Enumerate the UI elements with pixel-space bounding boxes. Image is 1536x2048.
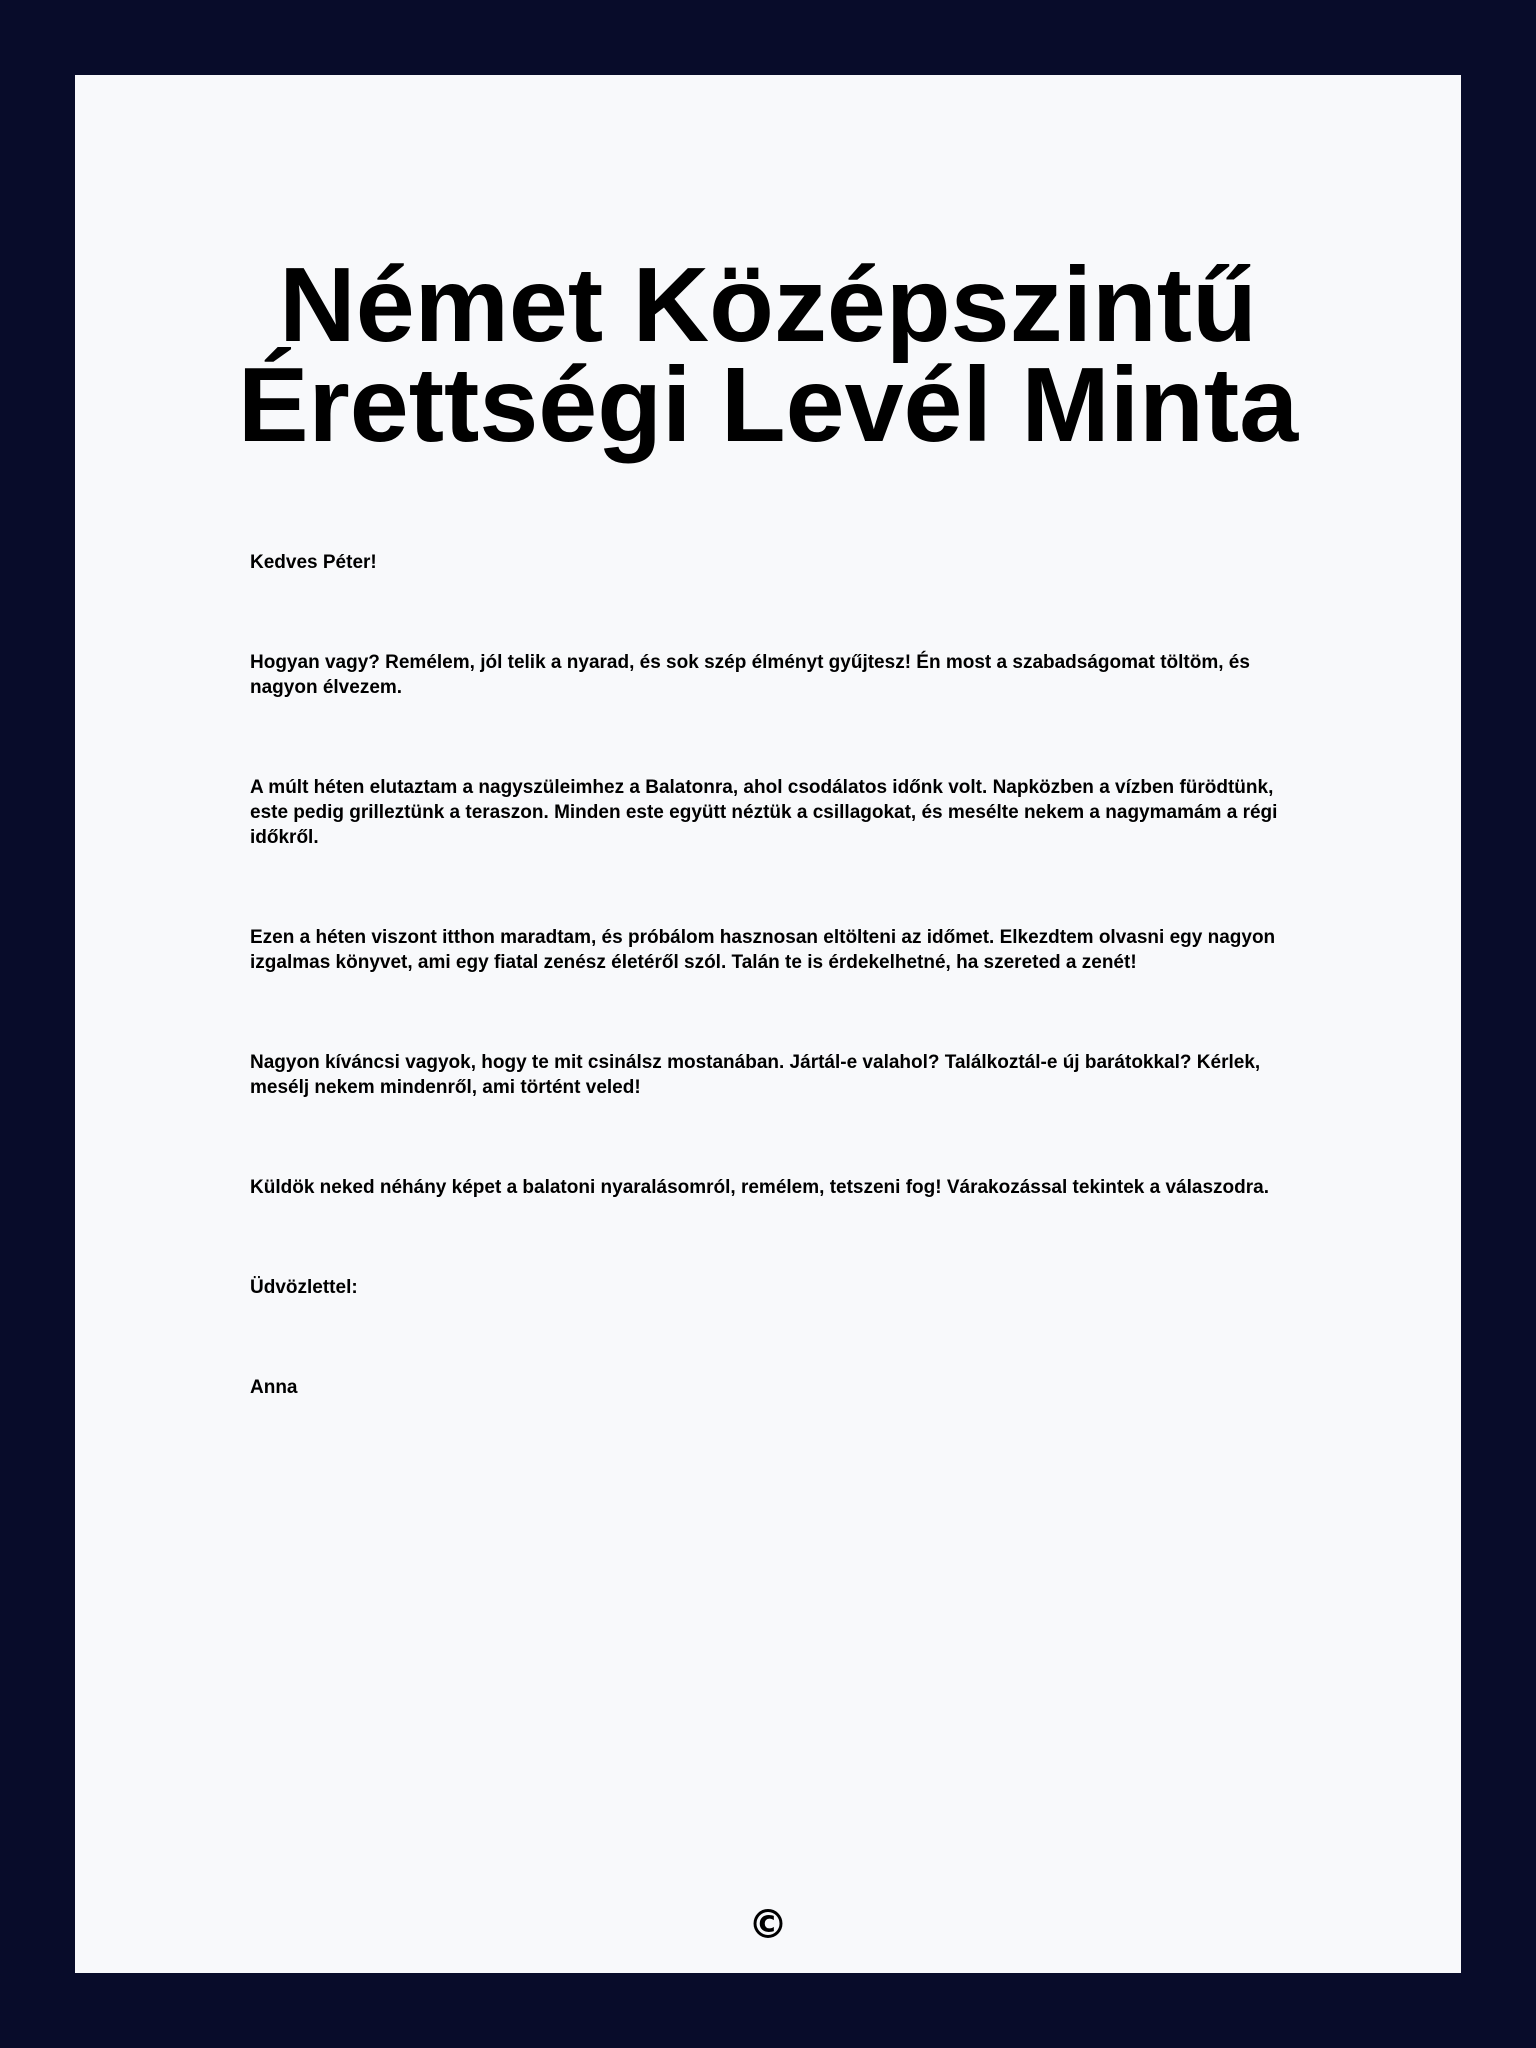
letter-paragraph: A múlt héten elutaztam a nagyszüleimhez a Balatonra, ahol csodálatos időnk volt. Napközben a vízben fürödtünk, este pedig grilleztünk a teraszon. Minden este együtt néztük a csillagokat, és mesélte nekem a nagymamám a régi időkről. <box>250 777 1278 848</box>
letter-paragraph: Küldök neked néhány képet a balatoni nyaralásomról, remélem, tetszeni fog! Várakozással tekintek a válaszodra. <box>250 1177 1269 1198</box>
document-page <box>75 75 1461 1973</box>
copyright-icon: © <box>748 1902 788 1948</box>
letter-body <box>250 550 1310 1400</box>
letter-paragraph: Hogyan vagy? Remélem, jól telik a nyarad, és sok szép élményt gyűjtesz! Én most a szabadságomat töltöm, és nagyon élvezem. <box>250 652 1250 698</box>
letter-salutation: Kedves Péter! <box>250 552 377 573</box>
letter-paragraph: Ezen a héten viszont itthon maradtam, és próbálom hasznosan eltölteni az időmet. Elkezdtem olvasni egy nagyon izgalmas könyvet, ami egy fiatal zenész életéről szól. Talán te is érdekelhetné, ha szereted a zenét! <box>250 927 1276 973</box>
letter-closing: Üdvözlettel: <box>250 1277 358 1298</box>
letter-signature: Anna <box>250 1377 298 1398</box>
letter-paragraph: Nagyon kíváncsi vagyok, hogy te mit csinálsz mostanában. Jártál-e valahol? Találkoztál-e új barátokkal? Kérlek, mesélj nekem mindenről, ami történt veled! <box>250 1052 1261 1098</box>
page-title: Német Középszintű Érettségi Levél Minta <box>237 246 1299 464</box>
